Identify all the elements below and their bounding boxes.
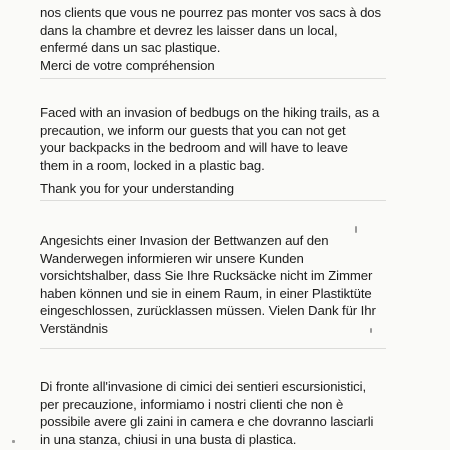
english-line-4: them in a room, locked in a plastic bag.	[40, 157, 265, 173]
german-line-2: Wanderwegen informieren wir unsere Kunden	[40, 250, 304, 266]
scan-speck	[12, 440, 15, 443]
german-line-4: haben können und sie in einem Raum, in einer Plastiktüte	[40, 285, 372, 301]
french-line-2: dans la chambre et devrez les laisser dans un local,	[40, 22, 338, 38]
italian-line-1: Di fronte all'invasione di cimici dei sentieri escursionistici,	[40, 379, 367, 394]
german-line-3: vorsichtshalber, dass Sie Ihre Rucksäcke nicht im Zimmer	[40, 268, 373, 284]
german-line-1: Angesichts einer Invasion der Bettwanzen auf den	[40, 233, 329, 248]
german-line-6: Verständnis	[40, 320, 108, 336]
italian-line-4: in una stanza, chiusi in una busta di plastica.	[40, 431, 297, 447]
italian-line-2: per precauzione, informiamo i nostri clienti che non è	[40, 396, 344, 412]
english-notice-block	[40, 104, 386, 201]
english-thanks: Thank you for your understanding	[40, 181, 235, 197]
french-line-1: nos clients que vous ne pourrez pas monter vos sacs à dos	[40, 5, 382, 20]
english-line-2: precaution, we inform our guests that you can not get	[40, 122, 346, 138]
english-line-3: your backpacks in the bedroom and will have to leave	[40, 140, 348, 156]
german-notice-block	[40, 232, 386, 349]
italian-notice-block	[40, 378, 386, 450]
german-line-5: eingeschlossen, zurücklassen müssen. Vielen Dank für Ihr	[40, 303, 376, 319]
french-line-4: Merci de votre compréhension	[40, 57, 215, 73]
french-notice-block	[40, 0, 386, 79]
scan-speck	[355, 226, 357, 233]
scan-speck	[370, 328, 372, 333]
english-line-1: Faced with an invasion of bedbugs on the hiking trails, as a	[40, 105, 380, 120]
french-line-3: enfermé dans un sac plastique.	[40, 40, 221, 56]
italian-line-3: possibile avere gli zaini in camera e che dovranno lasciarli	[40, 414, 374, 430]
